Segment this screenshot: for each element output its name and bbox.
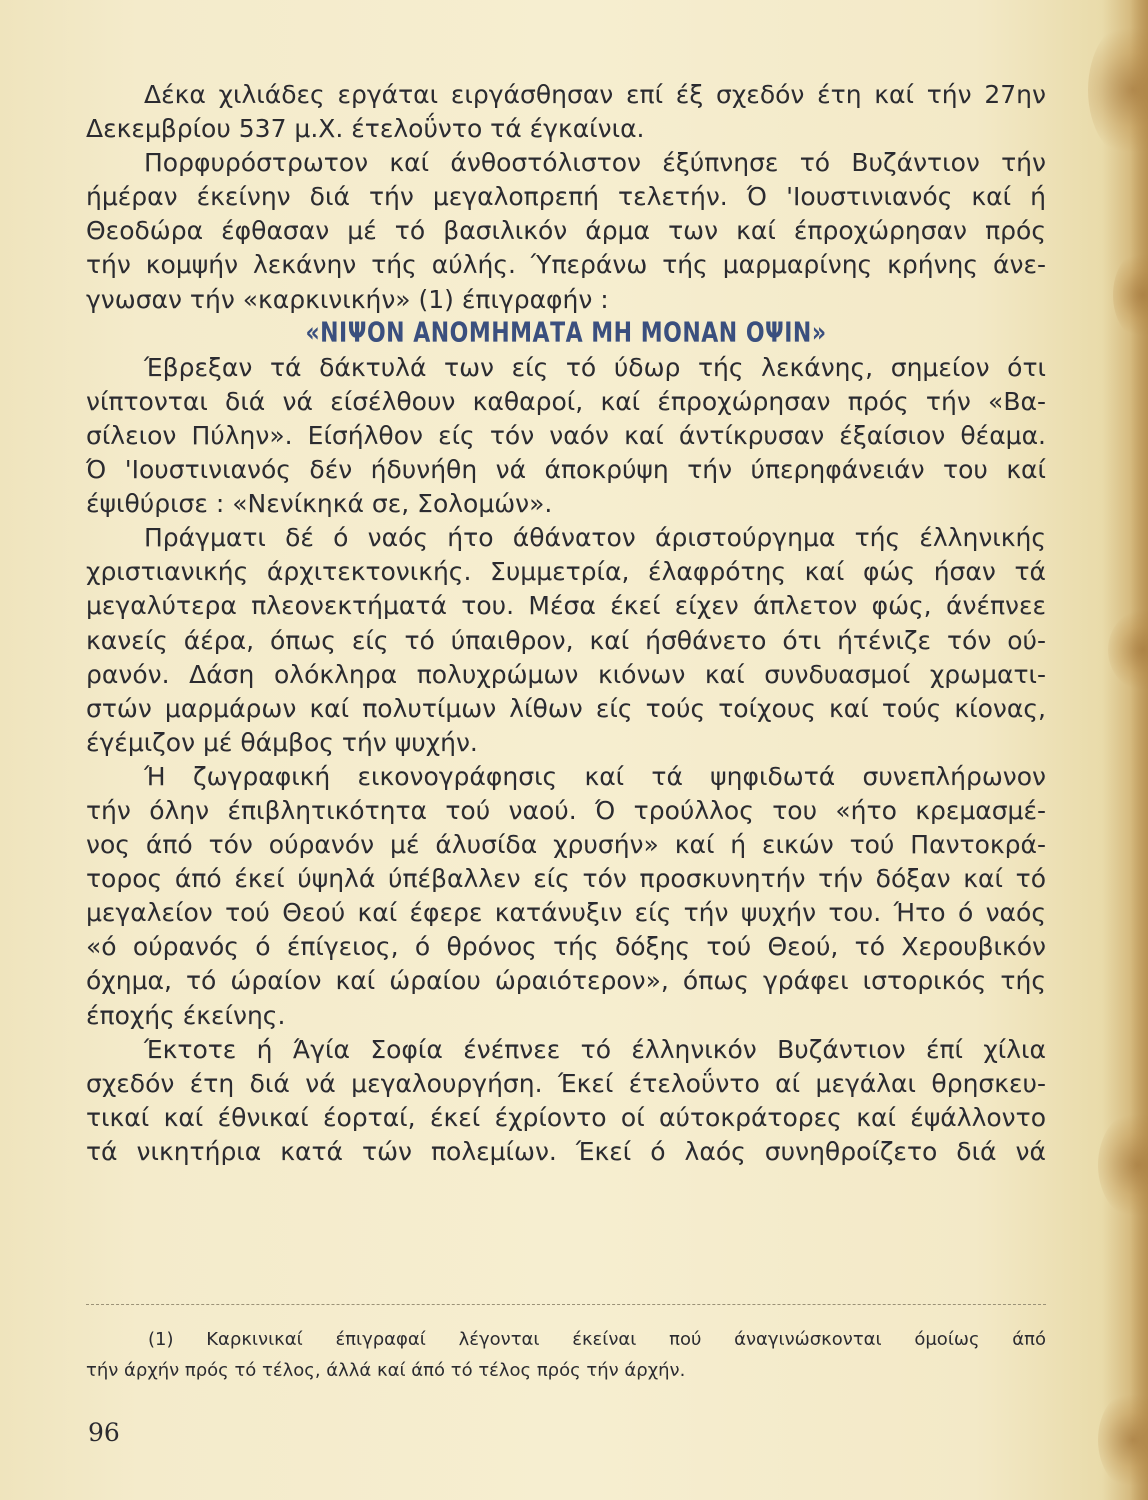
text-line: γνωσαν τήν «καρκινικήν» (1) έπιγραφήν : xyxy=(86,284,609,314)
text-line: Έβρεξαν τά δάκτυλά των είς τό ύδωρ τής λεκάνης, σημείον ότι xyxy=(144,352,1046,382)
text-line: Δέκα χιλιάδες εργάται ειργάσθησαν επί έξ σχεδόν έτη καί τήν 27ην xyxy=(144,80,1046,109)
text-line: νίπτονται διά νά είσέλθουν καθαροί, καί έπροχώρησαν πρός τήν «Βα- xyxy=(86,386,1046,416)
text-line: έγέμιζον μέ θάμβος τήν ψυχήν. xyxy=(86,727,478,757)
text-line: ρανόν. Δάση ολόκληρα πολυχρώμων κιόνων καί συνδυασμοί χρωματι- xyxy=(86,659,1046,689)
text-line: έψιθύρισε : «Νενίκηκά σε, Σολομών». xyxy=(86,489,553,519)
text-line: έποχής έκείνης. xyxy=(86,1000,286,1030)
text-line: χριστιανικής άρχιτεκτονικής. Συμμετρία, έλαφρότης καί φώς ήσαν τά xyxy=(86,557,1046,587)
text-line: νος άπό τόν ούρανόν μέ άλυσίδα χρυσήν» καί ή εικών τού Παντοκρά- xyxy=(86,830,1046,860)
inscription-heading: «ΝΙΨΟΝ ΑΝΟΜΗΜΑΤΑ ΜΗ ΜΟΝΑΝ ΟΨΙΝ» xyxy=(305,317,827,349)
text-line: τά νικητήρια κατά τών πολεμίων. Έκεί ό λαός συνηθροίζετο διά νά xyxy=(86,1136,1046,1166)
text-line: μεγαλύτερα πλεονεκτήματά του. Μέσα έκεί είχεν άπλετον φώς, άνέπνεε xyxy=(86,591,1046,621)
text-line: τήν κομψήν λεκάνην τής αύλής. Ύπεράνω τής μαρμαρίνης κρήνης άνε- xyxy=(86,250,1046,280)
footnote-divider xyxy=(86,1304,1046,1305)
text-line: μεγαλείον τού Θεού καί έφερε κατάνυξιν είς τήν ψυχήν του. Ήτο ό ναός xyxy=(86,898,1046,928)
text-line: σίλειον Πύλην». Είσήλθον είς τόν ναόν καί άντίκρυσαν έξαίσιον θέαμα. xyxy=(86,420,1046,450)
text-line: Δεκεμβρίου 537 μ.Χ. έτελοΰντο τά έγκαίνια. xyxy=(86,114,645,144)
text-line: Έκτοτε ή Άγία Σοφία ένέπνεε τό έλληνικόν Βυζάντιον έπί χίλια xyxy=(144,1034,1046,1064)
text-line: τορος άπό έκεί ύψηλά ύπέβαλλεν είς τόν προσκυνητήν τήν δόξαν καί τό xyxy=(86,864,1046,894)
page-number: 96 xyxy=(88,1418,120,1447)
page-edge-shadow xyxy=(1130,0,1148,1500)
text-line: τήν όλην έπιβλητικότητα τού ναού. Ό τρούλλος του «ήτο κρεμασμέ- xyxy=(86,795,1046,825)
text-line: Πράγματι δέ ό ναός ήτο άθάνατον άριστούργημα τής έλληνικής xyxy=(144,523,1046,553)
text-line: Θεοδώρα έφθασαν μέ τό βασιλικόν άρμα των καί έπροχώρησαν πρός xyxy=(86,216,1046,246)
text-line: Ό 'Ιουστινιανός δέν ήδυνήθη νά άποκρύψη τήν ύπερηφάνειάν του καί xyxy=(86,455,1046,485)
text-line: στών μαρμάρων καί πολυτίμων λίθων είς τούς τοίχους καί τούς κίονας, xyxy=(86,693,1046,723)
text-line: σχεδόν έτη διά νά μεγαλουργήση. Έκεί έτελοΰντο αί μεγάλαι θρησκευ- xyxy=(86,1068,1046,1098)
text-line: τικαί καί έθνικαί έορταί, έκεί έχρίοντο οί αύτοκράτορες καί έψάλλοντο xyxy=(86,1102,1046,1132)
text-line: Πορφυρόστρωτον καί άνθοστόλιστον έξύπνησε τό Βυζάντιον τήν xyxy=(144,148,1046,178)
body-text xyxy=(86,78,1046,1169)
text-line: όχημα, τό ώραίον καί ώραίου ώραιότερον», όπως γράφει ιστορικός τής xyxy=(86,966,1046,996)
footnote xyxy=(86,1324,1046,1386)
text-line: Ή ζωγραφική εικονογράφησις καί τά ψηφιδωτά συνεπλήρωνον xyxy=(144,761,1046,791)
footnote-line: τήν άρχήν πρός τό τέλος, άλλά καί άπό τό τέλος πρός τήν άρχήν. xyxy=(86,1360,686,1381)
text-line: κανείς άέρα, όπως είς τό ύπαιθρον, καί ήσθάνετο ότι ήτένιζε τόν ού- xyxy=(86,625,1046,655)
text-line: «ό ούρανός ό έπίγειος, ό θρόνος τής δόξης τού Θεού, τό Χερουβικόν xyxy=(86,932,1046,962)
text-line: ήμέραν έκείνην διά τήν μεγαλοπρεπή τελετήν. Ό 'Ιουστινιανός καί ή xyxy=(86,182,1046,212)
footnote-line: (1) Καρκινικαί έπιγραφαί λέγονται έκείναι πού άναγινώσκονται όμοίως άπό xyxy=(148,1329,1046,1350)
